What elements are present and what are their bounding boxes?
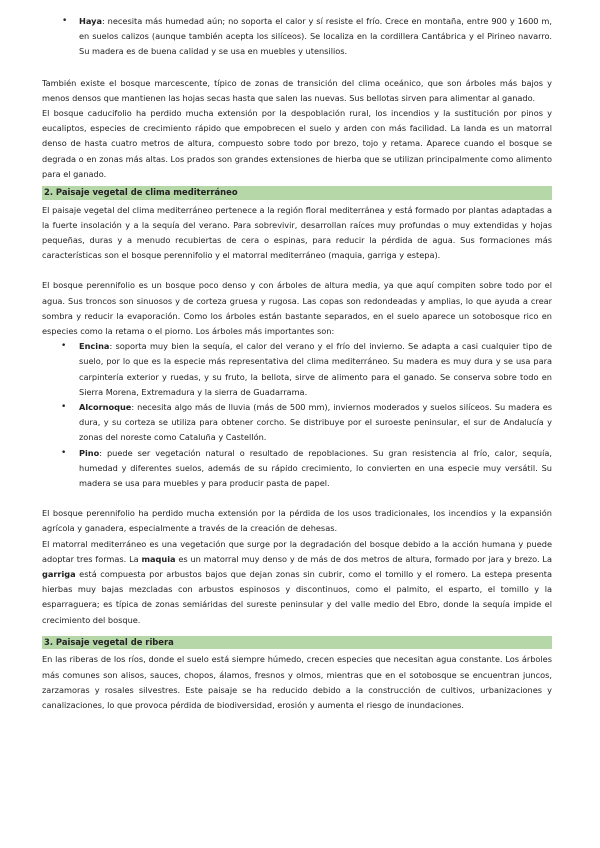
list-item-alcornoque (42, 400, 552, 446)
text-alcornoque: : necesita algo más de lluvia (más de 500 mm), inviernos moderados y suelos silíceos. Su madera es dura, y su corteza se utiliza para obtener corcho. Se distribuye por el suroeste peninsular, el sur de Andalucía y zonas del noreste como Cataluña y Castellón. (79, 401, 552, 443)
text-encina: : soporta muy bien la sequía, el calor del verano y el frío del invierno. Se adapta a casi cualquier tipo de suelo, por lo que es la especie más representativa del clima mediterráneo. Su madera es muy dura y se usa para carpintería exterior y ruedas, y su fruto, la bellota, sirve de alimento para el ganado. Se conserva sobre todo en Sierra Morena, Extremadura y la sierra de Guadarrama. (79, 341, 552, 397)
term-garriga: garriga (42, 569, 76, 579)
document-content (42, 14, 552, 713)
text-haya: : necesita más humedad aún; no soporta el calor y sí resiste el frío. Crece en montaña, entre 900 y 1600 m, en suelos calizos (aunque también acepta los silíceos). Se localiza en la cordillera Cantábrica y el Pirineo navarro. Su madera es de buena calidad y se usa en muebles y utensilios. (79, 16, 552, 57)
paragraph-mediterraneo-intro: El paisaje vegetal del clima mediterráneo pertenece a la región floral mediterránea y está formado por plantas adaptadas a la fuerte insolación y a la sequía del verano. Para sobrevivir, desarrollan raíces muy profundas o muy extendidas y hojas pequeñas, duras y a menudo recubiertas de cera o espinas, para reducir la pérdida de agua. Sus formaciones más características son el bosque perennifolio y el matorral mediterráneo (maquia, garriga y estepa). (42, 204, 552, 261)
list-item-pino (42, 446, 552, 492)
paragraph-perennifolio: El bosque perennifolio es un bosque poco denso y con árboles de altura media, ya que aquí compiten sobre todo por el agua. Sus troncos son sinuosos y de corteza gruesa y rugosa. Las copas son redondeadas y amplias, lo que ayuda a crear sombra y reducir la evaporación. Como los árboles están bastante separados, en el suelo aparece un sotobosque rico en especies como la retama o el piorno. Los árboles más importantes son: (42, 280, 552, 336)
term-pino: Pino (79, 447, 100, 458)
list-item-haya (42, 14, 552, 60)
list-item-encina (42, 339, 552, 400)
tree-bullet-list (42, 339, 552, 491)
matorral-text-3: está compuesta por arbustos bajos que dejan zonas sin cubrir, como el tomillo y el romero. La estepa presenta hierbas muy bajas mezcladas con arbustos espinosos y discontinuos, como el palmito, el esparto, el tomillo y la esparraguera; es típica de zonas semiáridas del sureste peninsular y del valle medio del Ebro, donde la sequía impide el crecimiento del bosque. (42, 569, 552, 625)
paragraph-perennifolio-extension: El bosque perennifolio ha perdido mucha extensión por la pérdida de los usos tradicionales, los incendios y la expansión agrícola y ganadera, especialmente a través de la creación de dehesas. (42, 508, 552, 534)
paragraph-ribera: En las riberas de los ríos, donde el suelo está siempre húmedo, crecen especies que necesitan agua constante. Los árboles más comunes son alisos, sauces, chopos, álamos, fresnos y olmos, mientras que en el sotobosque se encuentran juncos, zarzamoras y rosales silvestres. Este paisaje se ha reducido debido a la construcción de cultivos, urbanizaciones y canalizaciones, lo que provoca pérdida de biodiversidad, erosión y aumenta el riesgo de inundaciones. (42, 654, 552, 710)
term-maquia: maquia (141, 553, 176, 564)
section-heading-ribera: 3. Paisaje vegetal de ribera (42, 636, 552, 650)
haya-bullet-list (42, 14, 552, 60)
paragraph-marcescente: También existe el bosque marcescente, típico de zonas de transición del clima oceánico, que son árboles más bajos y menos densos que mantienen las hojas secas hasta que salen las nuevas. Sus bellotas sirven para alimentar al ganado. (42, 77, 552, 103)
section-heading-mediterraneo: 2. Paisaje vegetal de clima mediterráneo (42, 186, 552, 200)
matorral-text-2: es un matorral muy denso y de más de dos metros de altura, formado por jara y brezo. La (175, 553, 552, 564)
term-haya: Haya (79, 16, 102, 26)
term-alcornoque: Alcornoque (79, 401, 132, 412)
text-pino: : puede ser vegetación natural o resultado de repoblaciones. Su gran resistencia al frío, calor, sequía, humedad y diferentes suelos, además de su rápido crecimiento, lo convierten en una especie muy versátil. Su madera se usa para muebles y para producir pasta de papel. (79, 447, 552, 488)
term-encina: Encina (79, 341, 110, 352)
matorral-text-1: El matorral mediterráneo es una vegetación que surge por la degradación del bosque debido a la acción humana y puede adoptar tres formas. La (42, 538, 552, 564)
paragraph-caducifolio: El bosque caducifolio ha perdido mucha extensión por la despoblación rural, los incendios y la sustitución por pinos y eucaliptos, especies de crecimiento rápido que empobrecen el suelo y arden con más facilidad. La landa es un matorral denso de hasta cuatro metros de altura, compuesto sobre todo por brezo, tojo y retama. Aparece cuando el bosque se degrada o en zonas más altas. Los prados son grandes extensiones de hierba que se utilizan principalmente como alimento para el ganado. (42, 108, 552, 179)
paragraph-matorral (42, 537, 552, 628)
